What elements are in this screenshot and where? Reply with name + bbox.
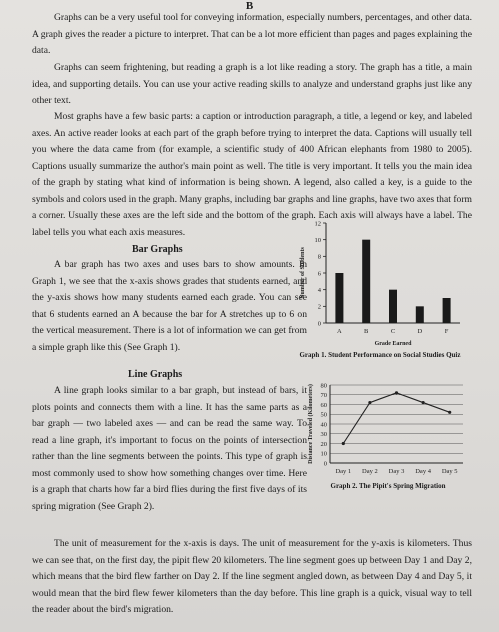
bar-chart-x-axis-title: Grade Earned [374,341,412,347]
line-chart-series-line [343,393,449,444]
bar-chart-bar [335,273,343,323]
line-chart-y-axis-title: Distance Traveled (Kilometers) [308,384,314,464]
bar-chart-y-tick-label: 4 [317,286,321,294]
bar-chart-x-tick-label: A [337,328,342,335]
bar-chart-y-tick-label: 12 [314,220,321,228]
paragraph-units: The unit of measurement for the x-axis is days. The unit of measurement for the y-axis is kilometers. Thus we can see that, on the first day, the pipit flew 20 kilometers. The line segment goes up between Day 1 and Day 2, which means that the bird flew farther on Day 2. If the line segment angled down, as between Day 4 and Day 5, it would mean that the bird flew fewer kilometers than the day before. This line graph is a quick, visual way to tell the reader about the bird's migration. [32,538,472,615]
bar-chart-y-tick-label: 10 [314,236,321,244]
line-chart-x-tick-label: Day 5 [441,468,458,475]
line-chart-y-tick-label: 0 [323,460,327,468]
heading-bar-graphs: Bar Graphs [132,244,183,255]
line-chart [308,381,468,489]
line-chart-y-tick-label: 80 [320,382,327,390]
bar-chart-caption: Graph 1. Student Performance on Social Studies Quiz [299,351,461,359]
line-chart-y-tick-label: 30 [320,431,327,439]
bar-chart [300,215,465,345]
line-chart-y-tick-label: 70 [320,392,327,400]
section-letter: B [245,0,254,12]
line-chart-x-tick-label: Day 3 [388,468,405,475]
line-chart-x-tick-label: Day 1 [335,468,352,475]
bar-chart-x-tick-label: D [417,328,423,335]
paragraph-story: Graphs can seem frightening, but reading a graph is a lot like reading a story. The graph has a title, a main idea, and supporting details. You can use your active reading skills to analyze and understand graphs just like any other text. [32,62,472,106]
line-chart-caption: Graph 2. The Pipit's Spring Migration [330,482,446,490]
line-chart-y-tick-label: 20 [320,440,327,448]
bar-chart-y-tick-label: 2 [317,303,321,311]
bar-chart-bar [362,240,370,323]
line-chart-point [395,391,398,394]
bar-chart-x-tick-label: B [364,328,369,335]
bar-chart-y-axis-title: Number of Students [300,247,306,299]
bar-chart-svg [300,215,465,345]
line-chart-point [342,442,345,445]
paragraph-intro: Graphs can be a very useful tool for conveying information, especially numbers, percentages, and other data. A graph gives the reader a picture to interpret. That can be a lot more efficient than pages and pages explaining the data. [32,12,472,56]
bar-chart-x-tick-label: C [390,328,396,335]
line-chart-svg [308,381,468,489]
line-chart-x-tick-label: Day 4 [415,468,431,475]
line-chart-x-tick-label: Day 2 [362,468,378,475]
bar-chart-bar [416,306,424,323]
bar-chart-y-tick-label: 8 [317,253,321,261]
line-chart-y-tick-label: 10 [320,450,327,458]
line-chart-point [368,401,371,404]
line-chart-point [448,411,451,414]
line-chart-y-tick-label: 40 [320,421,327,429]
line-chart-y-tick-label: 50 [320,411,327,419]
heading-line-graphs: Line Graphs [128,369,183,380]
bar-chart-x-tick-label: F [444,328,449,335]
bar-chart-bar [443,298,451,323]
line-chart-point [422,401,425,404]
bar-chart-bar [389,290,397,323]
bar-chart-y-tick-label: 0 [317,320,321,328]
bar-chart-y-tick-label: 6 [317,270,321,278]
paragraph-bar-graphs: A bar graph has two axes and uses bars to show amounts. In Graph 1, we see that the x-axis shows grades that students earned, and the y-axis shows how many students earned each grade. You can see that 6 students earned an A because the bar for A stretches up to 6 on the vertical measurement. There is a lot of information we can get from a simple graph like this (See Graph 1). [32,259,307,353]
paragraph-graph-parts: Most graphs have a few basic parts: a caption or introduction paragraph, a title, a legend or key, and labeled axes. An active reader looks at each part of the graph before trying to interpret the data. Captions will usually tell you where the data came from (for example, a scientific study of 400 African elephants from 1980 to 2005). Captions usually summarize the author's main point as well. The title is very important. It tells you the main idea of the graph by stating what kind of information is being shown. A legend, also called a key, is a guide to the symbols and colors used in the graph. Many graphs, including bar graphs and line graphs, have two axes that form a corner. Usually these axes are the left side and the bottom of the graph. Each axis will always have a label. The label tells you what each axis measures. [32,111,472,238]
line-chart-y-tick-label: 60 [320,401,327,409]
paragraph-line-graphs: A line graph looks similar to a bar graph, but instead of bars, it plots points and connects them with a line. It has the same parts as a bar graph — two labeled axes — and can be read the same way. To read a line graph, it's important to focus on the points of intersection rather than the line segments between the points. This type of graph is most commonly used to show how something changes over time. Here is a graph that charts how far a bird flies during the first five days of its spring migration (See Graph 2). [32,385,307,512]
